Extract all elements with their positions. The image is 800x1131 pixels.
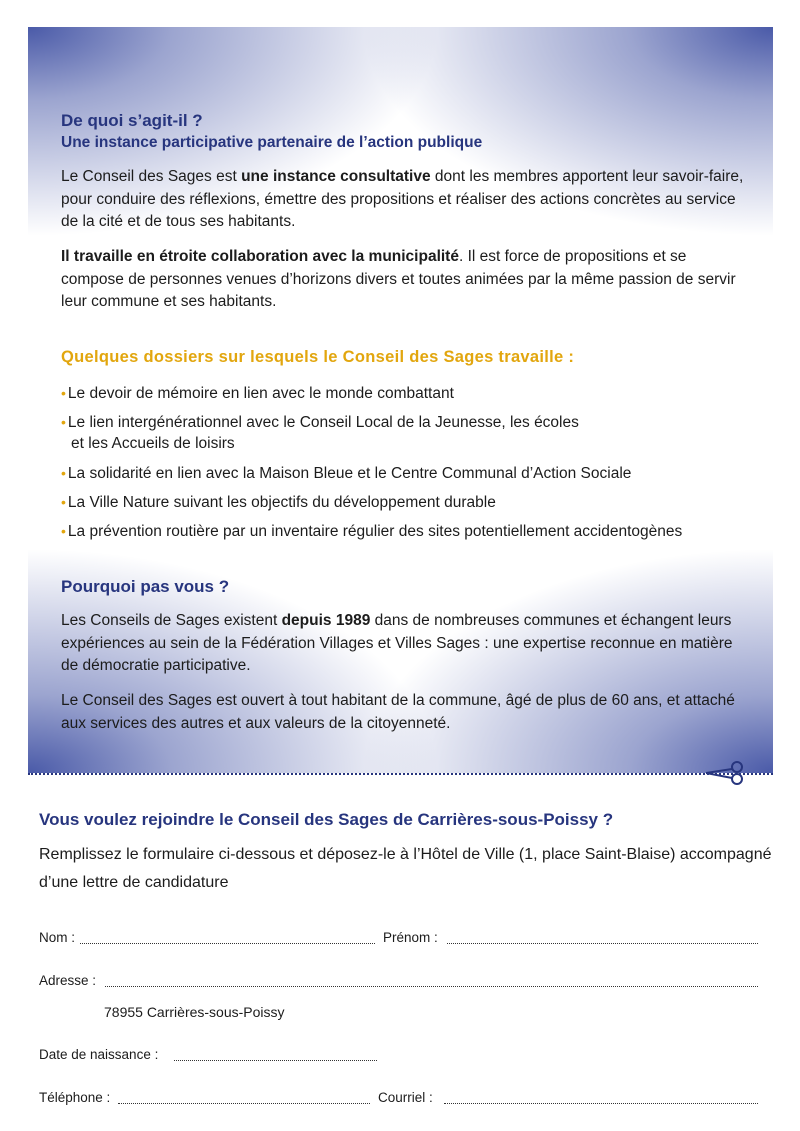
telephone-field[interactable] bbox=[118, 1103, 370, 1104]
telephone-label: Téléphone : bbox=[39, 1090, 111, 1105]
bullet-icon: • bbox=[61, 385, 66, 401]
form-title: Vous voulez rejoindre le Conseil des Sages de Carrières-sous-Poissy ? bbox=[39, 810, 614, 829]
courriel-field[interactable] bbox=[444, 1103, 758, 1104]
cut-line bbox=[28, 773, 773, 775]
bullet-icon: • bbox=[61, 523, 66, 539]
bullet-icon: • bbox=[61, 414, 66, 430]
dob-label: Date de naissance : bbox=[39, 1047, 159, 1062]
section-heading-dossiers: Quelques dossiers sur lesquels le Conseil des Sages travaille : bbox=[61, 348, 575, 366]
section-heading-what: De quoi s’agit-il ? bbox=[61, 111, 203, 130]
nom-field[interactable] bbox=[80, 943, 375, 944]
list-item-continuation: et les Accueils de loisirs bbox=[71, 435, 235, 452]
list-item: • Le devoir de mémoire en lien avec le monde combattant bbox=[61, 385, 454, 402]
form-intro: Remplissez le formulaire ci-dessous et déposez-le à l’Hôtel de Ville (1, place Saint-Blaise) accompagné d’une lettre de candidature bbox=[39, 846, 772, 891]
section-heading-why-not-you: Pourquoi pas vous ? bbox=[61, 577, 230, 596]
prenom-label: Prénom : bbox=[383, 930, 438, 945]
list-item: • La solidarité en lien avec la Maison Bleue et le Centre Communal d’Action Sociale bbox=[61, 465, 632, 482]
bullet-icon: • bbox=[61, 494, 66, 510]
list-item: • Le lien intergénérationnel avec le Conseil Local de la Jeunesse, les écoles bbox=[61, 414, 579, 431]
dob-field[interactable] bbox=[174, 1060, 377, 1061]
scissors-icon bbox=[706, 760, 746, 786]
section-subheading: Une instance participative partenaire de l’action publique bbox=[61, 134, 483, 151]
paragraph-history: Les Conseils de Sages existent depuis 1989 dans de nombreuses communes et échangent leurs expériences au sein de la Fédération Villages et Villes Sages : une expertise reconnue en matière de démocratie participative. bbox=[61, 612, 733, 674]
bullet-icon: • bbox=[61, 465, 66, 481]
address-city: 78955 Carrières-sous-Poissy bbox=[104, 1004, 285, 1020]
paragraph-collaboration: Il travaille en étroite collaboration avec la municipalité. Il est force de propositions et se compose de personnes venues d’horizons divers et toutes animées par la même passion de servir leur commune et ses habitants. bbox=[61, 248, 736, 310]
paragraph-eligibility: Le Conseil des Sages est ouvert à tout habitant de la commune, âgé de plus de 60 ans, et attaché aux services des autres et aux valeurs de la citoyenneté. bbox=[61, 692, 735, 732]
adresse-field[interactable] bbox=[105, 986, 758, 987]
nom-label: Nom : bbox=[39, 930, 76, 945]
list-item: • La Ville Nature suivant les objectifs du développement durable bbox=[61, 494, 496, 511]
adresse-label: Adresse : bbox=[39, 973, 97, 988]
courriel-label: Courriel : bbox=[378, 1090, 433, 1105]
list-item: • La prévention routière par un inventaire régulier des sites potentiellement accidentogènes bbox=[61, 523, 683, 540]
prenom-field[interactable] bbox=[447, 943, 758, 944]
paragraph-intro: Le Conseil des Sages est une instance consultative dont les membres apportent leur savoir-faire, pour conduire des réflexions, émettre des propositions et réaliser des actions concrètes au service de la cité et de tous ses habitants. bbox=[61, 168, 744, 230]
